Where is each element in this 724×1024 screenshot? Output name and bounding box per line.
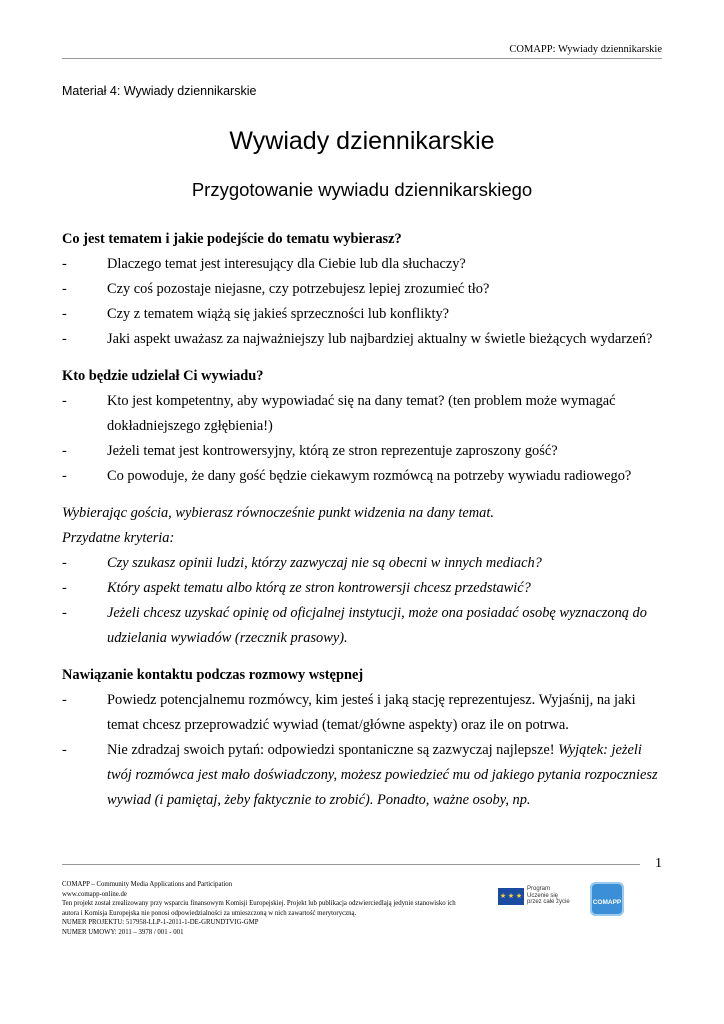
list-item [62,439,662,464]
material-number: Materiał 4: [62,84,121,98]
list-item [62,738,662,813]
footer-project-name: COMAPP – Community Media Applications and Participation [62,881,233,888]
list-item-text: Kto jest kompetentny, aby wypowiadać się na dany temat? (ten problem może wymagać dokładniejszego zgłębienia!) [107,393,616,434]
footer-website: www.comapp-online.de [62,890,127,898]
list-item-text: Czy coś pozostaje niejasne, czy potrzebujesz lepiej zrozumieć tło? [107,281,490,297]
document-body [62,227,662,825]
list-dash: - [62,443,67,459]
page-title: Wywiady dziennikarskie [229,127,495,155]
list-dash: - [62,468,67,484]
list-item [62,302,662,327]
list-dash: - [62,555,67,571]
footer-disclaimer: Ten projekt został zrealizowany przy wsparciu finansowym Komisji Europejskiej. Projekt lub publikacja odzwierciedlają jedynie stanowisko ich autora i Komisja Europejska nie ponosi odpowiedzialności za umieszczoną w nich zawartość merytoryczną. [62,900,456,917]
list-item-text: Dlaczego temat jest interesujący dla Ciebie lub dla słuchaczy? [107,256,466,272]
header-divider [62,58,662,59]
list-item-exception: Wyjątek: jeżeli twój rozmówca jest mało doświadczony, możesz powiedzieć mu od jakiego pytania rozpoczniesz wywiad (i pamiętaj, żeby faktycznie to zrobić). Ponadto, ważne osoby, np. [107,742,658,808]
section-heading: Kto będzie udzielał Ci wywiadu? [62,368,264,384]
list-dash: - [62,393,67,409]
list-item [62,389,662,439]
list-item-text: Jeżeli temat jest kontrowersyjny, którą ze stron reprezentuje zaproszony gość? [107,443,558,459]
list-item [62,576,662,601]
footer-divider [62,864,640,865]
list-dash: - [62,281,67,297]
section-contact [62,663,662,813]
page-number: 1 [655,856,662,871]
footer-agreement-number: NUMER UMOWY: 2011 – 3978 / 001 - 001 [62,928,184,936]
list-item [62,327,662,352]
list-item-text: Powiedz potencjalnemu rozmówcy, kim jesteś i jaką stację reprezentujesz. Wyjaśnij, na jaki temat chcesz przeprowadzić wywiad (temat/główne aspekty) oraz ile on potrwa. [107,692,636,733]
list-dash: - [62,306,67,322]
section-interviewee [62,364,662,489]
list-item [62,551,662,576]
list-dash: - [62,692,67,708]
list-dash: - [62,256,67,272]
section-criteria [62,501,662,651]
list-dash: - [62,331,67,347]
list-item-text: Jaki aspekt uważasz za najważniejszy lub najbardziej aktualny w świetle bieżących wydarzeń? [107,331,653,347]
list-item [62,601,662,651]
material-label [62,84,256,98]
list-item [62,688,662,738]
list-item-text: Co powoduje, że dany gość będzie ciekawym rozmówcą na potrzeby wywiadu radiowego? [107,468,632,484]
section-heading: Co jest tematem i jakie podejście do tematu wybierasz? [62,231,402,247]
criteria-intro: Wybierając gościa, wybierasz równocześnie punkt widzenia na dany temat. [62,505,494,521]
list-dash: - [62,742,67,758]
running-header: COMAPP: Wywiady dziennikarskie [509,44,662,55]
list-dash: - [62,580,67,596]
eu-program-logo [498,885,578,909]
list-dash: - [62,605,67,621]
section-topic [62,227,662,352]
eu-flag-icon: ★ ★ ★ [498,888,524,905]
page-subtitle: Przygotowanie wywiadu dziennikarskiego [191,179,533,200]
criteria-label: Przydatne kryteria: [62,530,175,546]
footer-info [62,880,462,937]
list-item-text: Nie zdradzaj swoich pytań: odpowiedzi spontaniczne są zazwyczaj najlepsze! [107,742,555,758]
list-item [62,277,662,302]
comapp-logo: COMAPP [590,882,624,916]
footer-project-number: NUMER PROJEKTU: 517958-LLP-1-2011-1-DE-GRUNDTVIG-GMP [62,919,259,926]
list-item-text: Czy z tematem wiążą się jakieś sprzeczności lub konflikty? [107,306,450,322]
list-item-text: Który aspekt tematu albo którą ze stron kontrowersji chcesz przedstawić? [107,580,531,596]
section-heading: Nawiązanie kontaktu podczas rozmowy wstępnej [62,667,364,683]
material-title: Wywiady dziennikarskie [123,84,257,98]
list-item-text: Czy szukasz opinii ludzi, którzy zazwyczaj nie są obecni w innych mediach? [107,555,542,571]
list-item [62,464,662,489]
list-item-text: Jeżeli chcesz uzyskać opinię od oficjalnej instytucji, może ona posiadać osobę wyznaczoną do udzielania wywiadów (rzecznik prasowy). [107,605,647,646]
eu-program-text: Program Uczenie się przez całe życie [527,886,570,906]
list-item [62,252,662,277]
